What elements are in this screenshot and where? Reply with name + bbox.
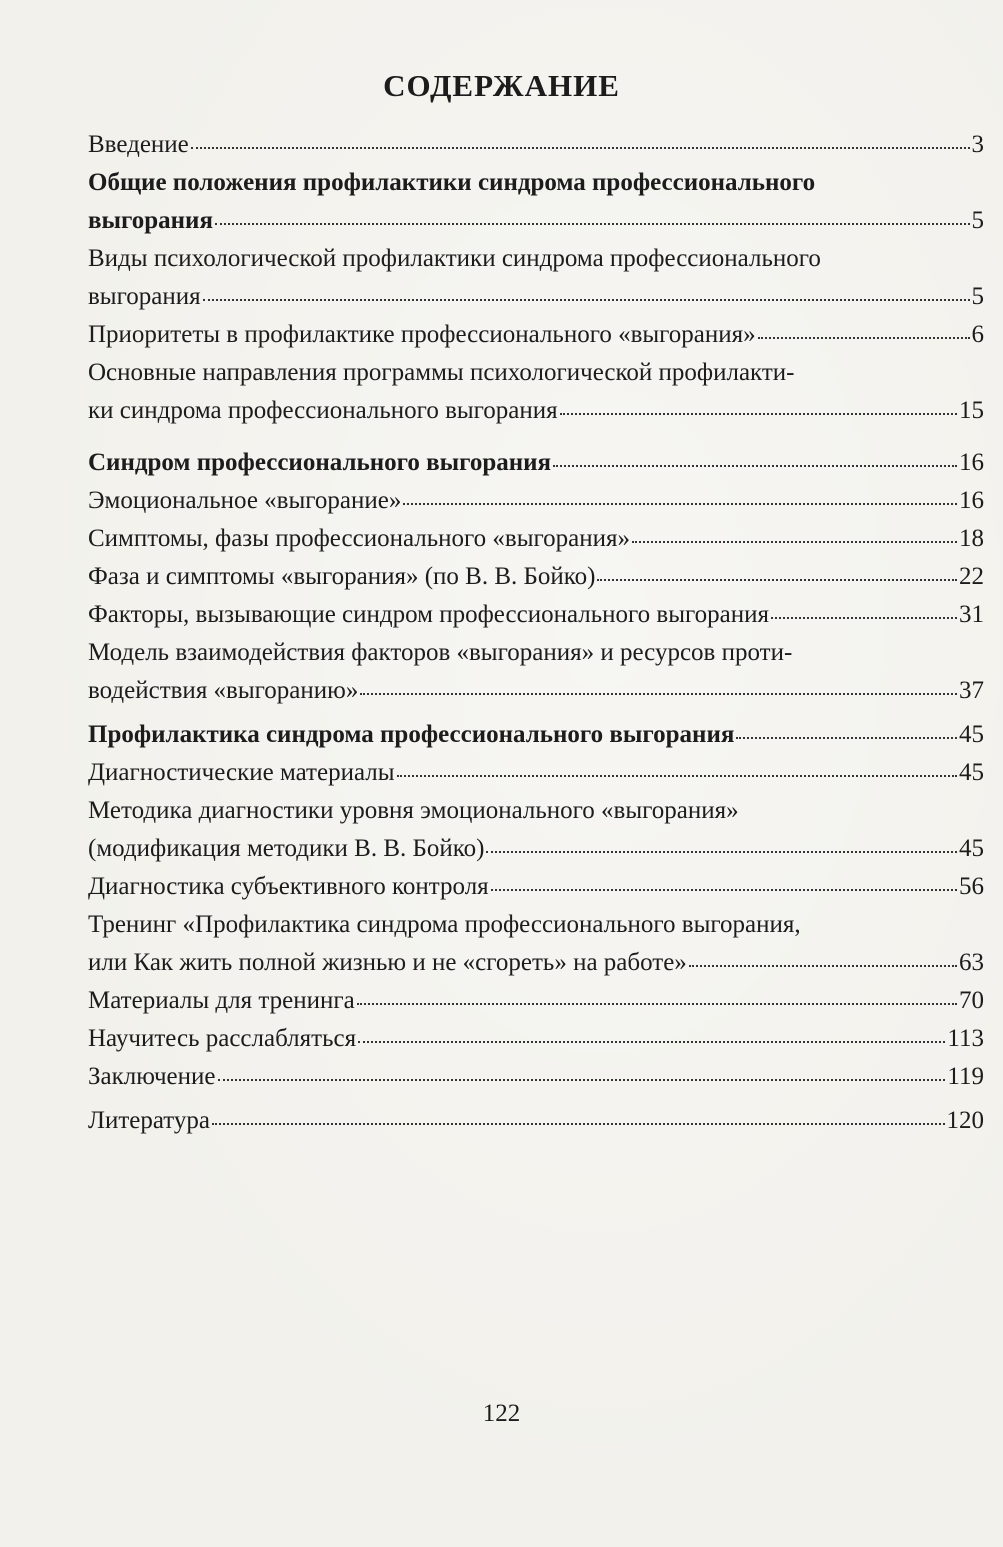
dot-leader: [212, 1123, 945, 1125]
toc-entry: [88, 240, 984, 316]
dot-leader: [203, 299, 970, 301]
toc-entry-page: 18: [959, 525, 984, 552]
table-of-contents: [88, 126, 984, 1140]
toc-entry-page: 22: [959, 563, 984, 590]
toc-entry-title: или Как жить полной жизнью и не «сгореть» на работе»: [88, 949, 687, 976]
toc-entry: [88, 754, 984, 792]
dot-leader: [597, 579, 957, 581]
toc-entry-page: 5: [971, 283, 984, 310]
toc-entry: [88, 1020, 984, 1058]
toc-entry: [88, 982, 984, 1020]
toc-entry-title: ки синдрома профессионального выгорания: [88, 397, 558, 424]
toc-entry: [88, 520, 984, 558]
dot-leader: [360, 693, 957, 695]
toc-entry: [88, 792, 984, 868]
dot-leader: [560, 413, 957, 415]
toc-entry-title: Диагностика субъективного контроля: [88, 873, 489, 900]
dot-leader: [486, 851, 957, 853]
dot-leader: [215, 223, 970, 225]
toc-entry-page: 6: [971, 321, 984, 348]
toc-entry-page: 119: [947, 1063, 984, 1090]
dot-leader: [403, 503, 957, 505]
toc-entry: [88, 1102, 984, 1140]
toc-entry-title-line: Модель взаимодействия факторов «выгорания» и ресурсов проти-: [88, 639, 793, 666]
toc-entry-page: 45: [959, 759, 984, 786]
toc-entry-title: выгорания: [88, 207, 213, 234]
toc-entry-title: Профилактика синдрома профессионального выгорания: [88, 721, 735, 748]
toc-entry-page: 45: [959, 721, 984, 748]
toc-entry-title: Материалы для тренинга: [88, 987, 355, 1014]
page-number: 122: [482, 1400, 521, 1427]
toc-entry-page: 3: [971, 131, 984, 158]
toc-entry-page: 15: [959, 397, 984, 424]
toc-entry-page: 31: [959, 601, 984, 628]
dot-leader: [632, 541, 957, 543]
toc-entry-title: Диагностические материалы: [88, 759, 395, 786]
toc-entry: [88, 716, 984, 754]
toc-entry-page: 113: [947, 1025, 984, 1052]
toc-entry-title: (модификация методики В. В. Бойко): [88, 835, 485, 862]
toc-entry-title: Приоритеты в профилактике профессионального «выгорания»: [88, 321, 756, 348]
toc-entry-title: Введение: [88, 131, 189, 158]
toc-entry: [88, 868, 984, 906]
toc-entry-page: 56: [959, 873, 984, 900]
dot-leader: [491, 889, 957, 891]
toc-entry-title: Синдром профессионального выгорания: [88, 449, 552, 476]
toc-entry: [88, 1058, 984, 1096]
toc-entry: [88, 558, 984, 596]
toc-entry-title-line: Методика диагностики уровня эмоционального «выгорания»: [88, 797, 739, 824]
dot-leader: [689, 965, 957, 967]
page-title: СОДЕРЖАНИЕ: [383, 68, 620, 103]
dot-leader: [358, 1041, 945, 1043]
toc-entry-page: 37: [959, 677, 984, 704]
dot-leader: [218, 1079, 946, 1081]
toc-entry: [88, 164, 984, 240]
toc-entry-title: Эмоциональное «выгорание»: [88, 487, 402, 514]
toc-entry-title-line: Тренинг «Профилактика синдрома профессионального выгорания,: [88, 911, 801, 938]
toc-entry: [88, 596, 984, 634]
dot-leader: [736, 737, 957, 739]
dot-leader: [771, 617, 957, 619]
toc-entry-page: 63: [959, 949, 984, 976]
toc-entry-title: водействия «выгоранию»: [88, 677, 359, 704]
toc-entry-title: Литература: [88, 1107, 210, 1134]
dot-leader: [758, 337, 970, 339]
toc-entry: [88, 444, 984, 482]
toc-entry-title: Научитесь расслабляться: [88, 1025, 357, 1052]
toc-entry-page: 45: [959, 835, 984, 862]
toc-entry: [88, 634, 984, 710]
toc-entry-page: 16: [959, 449, 984, 476]
toc-entry: [88, 316, 984, 354]
dot-leader: [191, 147, 970, 149]
toc-entry-title: Симптомы, фазы профессионального «выгорания»: [88, 525, 630, 552]
toc-entry: [88, 354, 984, 430]
toc-entry-title-line: Общие положения профилактики синдрома профессионального: [88, 169, 816, 196]
toc-entry-title: выгорания: [88, 283, 201, 310]
toc-entry: [88, 906, 984, 982]
dot-leader: [553, 465, 957, 467]
toc-entry-page: 70: [959, 987, 984, 1014]
dot-leader: [397, 775, 957, 777]
toc-entry-page: 120: [946, 1107, 984, 1134]
toc-entry-title: Фаза и симптомы «выгорания» (по В. В. Бойко): [88, 563, 596, 590]
toc-entry: [88, 482, 984, 520]
toc-entry: [88, 126, 984, 164]
toc-entry-title-line: Виды психологической профилактики синдрома профессионального: [88, 245, 821, 272]
toc-entry-title: Факторы, вызывающие синдром профессионального выгорания: [88, 601, 770, 628]
toc-entry-title-line: Основные направления программы психологической профилакти-: [88, 359, 795, 386]
toc-entry-title: Заключение: [88, 1063, 216, 1090]
dot-leader: [357, 1003, 957, 1005]
toc-entry-page: 16: [959, 487, 984, 514]
toc-entry-page: 5: [971, 207, 984, 234]
